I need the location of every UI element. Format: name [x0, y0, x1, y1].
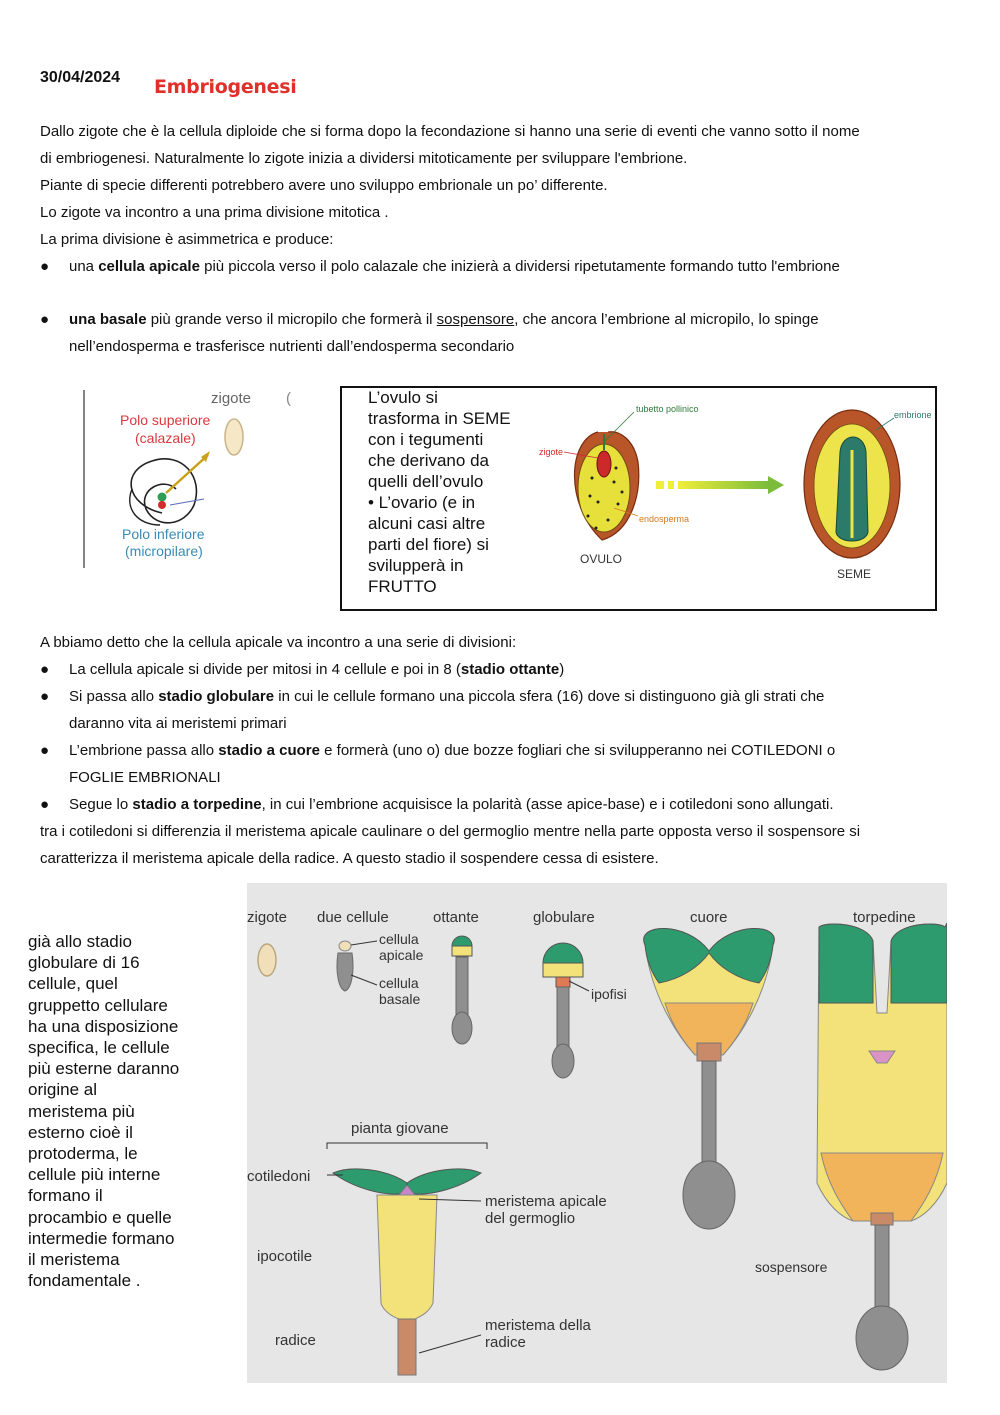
tubetto-label: tubetto pollinico [636, 404, 699, 414]
stage-torpedine-label: torpedine [853, 909, 916, 926]
micropilare-label: (micropilare) [125, 543, 203, 559]
polo-superiore-label: Polo superiore [120, 412, 211, 428]
stage-cuore-label: cuore [690, 909, 728, 926]
meristema-germoglio-label: meristema apicale [485, 1193, 607, 1210]
intro-line: La prima divisione è asimmetrica e produce: [40, 231, 334, 248]
arrow-up [166, 455, 208, 493]
red-cell-icon [158, 501, 166, 509]
radice-label: radice [275, 1332, 316, 1349]
stage-zigote-label: zigote [247, 909, 288, 926]
ovulo-label: OVULO [580, 552, 623, 566]
document-date: 30/04/2024 [40, 69, 121, 86]
svg-text:radice: radice [485, 1334, 526, 1351]
list-item-text: La cellula apicale si divide per mitosi in 4 cellule e poi in 8 (stadio ottante) [69, 661, 565, 678]
stage-due-cellule-label: due cellule [317, 909, 389, 926]
ovule-outline [131, 459, 196, 523]
svg-text:ipofisi: ipofisi [591, 986, 627, 1002]
list-item-text: una cellula apicale più piccola verso il polo calazale che inizierà a dividersi ripetutamente formando tutto l'embrione [69, 258, 840, 275]
pianta-giovane-label: pianta giovane [351, 1120, 449, 1137]
intro-line: di embriogenesi. Naturalmente lo zigote inizia a dividersi mitoticamente per sviluppare l'embrione. [40, 150, 688, 167]
bullet-marker: ● [40, 742, 50, 759]
list-item [40, 306, 960, 360]
intro-line: Dallo zigote che è la cellula diploide che si forma dopo la fecondazione si hanno una serie di eventi che vanno sotto il nome [40, 123, 860, 140]
svg-text:cellula: cellula [379, 975, 419, 991]
bullet-marker: ● [40, 311, 50, 328]
svg-text:apicale: apicale [379, 947, 424, 963]
intro-line: Lo zigote va incontro a una prima divisione mitotica . [40, 204, 389, 221]
intro-paragraph [40, 118, 960, 253]
stage-ottante-label: ottante [433, 909, 479, 926]
green-cell-icon [158, 493, 167, 502]
ipocotile-label: ipocotile [257, 1248, 313, 1265]
seme-label: SEME [837, 567, 872, 581]
svg-text:del germoglio: del germoglio [485, 1210, 576, 1227]
polo-inferiore-label: Polo inferiore [122, 526, 205, 542]
zigote-label: zigote [211, 390, 252, 407]
bullet-marker: ● [40, 688, 50, 705]
conclusion-line: tra i cotiledoni si differenzia il meristema apicale caulinare o del germoglio mentre nella parte opposta verso il sospensore si [40, 823, 861, 840]
document-title: Embriogenesi [154, 76, 297, 98]
svg-text:cellula: cellula [379, 931, 419, 947]
calazale-label: (calazale) [135, 430, 196, 446]
list-item-text: una basale più grande verso il micropilo che formerà il sospensore, che ancora l’embrione al micropilo, lo spinge nell’endosperma e trasferisce nutrienti dall’endosperma secondario [69, 311, 819, 355]
svg-text:basale: basale [379, 991, 421, 1007]
sospensore-label: sospensore [755, 1259, 828, 1275]
list-item-text: Si passa allo stadio globulare in cui le cellule formano una piccola sfera (16) dove si distinguono già gli strati che daranno vita ai meristemi primari [69, 688, 825, 732]
list-item-text: Segue lo stadio a torpedine, in cui l’embrione acquisisce la polarità (asse apice-base) e i cotiledoni sono allungati. [69, 796, 834, 813]
list-item-text: L’embrione passa allo stadio a cuore e formerà (uno o) due bozze fogliari che si svilupperanno nei COTILEDONI o FOGLIE EMBRIONALI [69, 742, 836, 786]
embryo-stages-figure [247, 883, 947, 1383]
zygote-cell [258, 944, 276, 976]
ovule-seed-drawing [530, 392, 932, 602]
zygote-polarity-figure [80, 385, 305, 575]
conclusion-line: caratterizza il meristema apicale della radice. A questo stadio il sospendere cessa di esistere. [40, 850, 659, 867]
zigote-label: zigote [539, 447, 564, 457]
cotiledoni-label: cotiledoni [247, 1168, 311, 1185]
ovule-seed-text: L’ovulo si trasforma in SEME con i tegumenti che derivano da quelli dell’ovulo • L’ovario (e in alcuni casi altre parti del fiore) si svilupperà in FRUTTO [368, 388, 511, 596]
bullet-marker: ● [40, 258, 50, 275]
stages-intro: A bbiamo detto che la cellula apicale va incontro a una serie di divisioni: [40, 634, 517, 651]
meristema-radice-label: meristema della [485, 1317, 591, 1334]
bullet-marker: ● [40, 796, 50, 813]
zygote-cell-icon [225, 419, 243, 455]
svg-text:(: ( [286, 390, 291, 407]
bullet-marker: ● [40, 661, 50, 678]
stage-globulare-label: globulare [533, 909, 595, 926]
transform-arrow [678, 481, 768, 489]
stages-conclusion [40, 818, 960, 872]
intro-line: Piante di specie differenti potrebbero avere uno sviluppo embrionale un po’ differente. [40, 177, 608, 194]
side-note: già allo stadio globulare di 16 cellule, quel gruppetto cellulare ha una disposizione specifica, le cellule più esterne daranno origine al meristema più esterno cioè il protoderma, le cellule più interne formano il procambio e quelle intermedie formano il meristema fondamentale . [28, 932, 180, 1291]
embrione-label: embrione [894, 410, 932, 420]
endosperma-label: endosperma [639, 514, 690, 524]
